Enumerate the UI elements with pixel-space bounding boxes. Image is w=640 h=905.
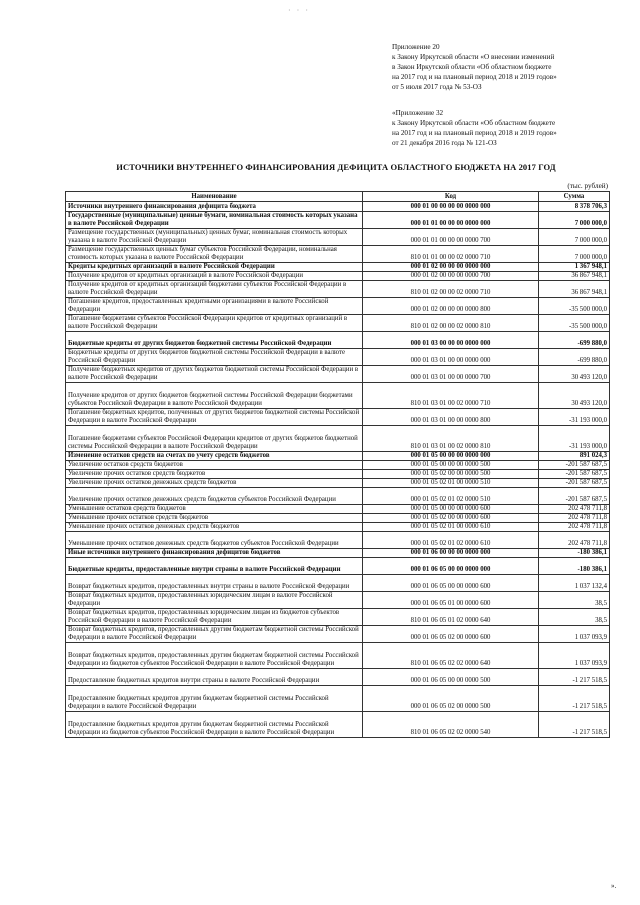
row-code-cell: 000 01 06 05 01 00 0000 600 — [363, 592, 539, 609]
row-code-cell: 000 01 05 02 00 00 0000 600 — [363, 514, 539, 523]
row-code-cell: 810 01 06 05 02 02 0000 640 — [363, 643, 539, 669]
scan-marks: · · · — [288, 6, 310, 15]
row-sum-cell: -1 217 518,5 — [539, 686, 610, 712]
financing-sources-table — [65, 191, 610, 738]
table-row — [66, 479, 610, 488]
row-code-cell: 000 01 05 00 00 00 0000 000 — [363, 452, 539, 461]
row-sum-cell: 36 867 948,1 — [539, 281, 610, 298]
annex-line: от 5 июля 2017 года № 53-ОЗ — [392, 83, 482, 91]
row-name-cell: Государственные (муниципальные) ценные бумаги, номинальная стоимость которых указана в валюте Российской Федерации — [66, 212, 363, 229]
row-name-cell: Получение кредитов от кредитных организаций в валюте Российской Федерации — [66, 272, 363, 281]
annex-line: Приложение 20 — [392, 43, 440, 51]
table-row — [66, 263, 610, 272]
annex-original-block — [392, 108, 632, 148]
table-row — [66, 461, 610, 470]
row-code-cell: 000 01 01 00 00 00 0000 000 — [363, 212, 539, 229]
document-title: ИСТОЧНИКИ ВНУТРЕННЕГО ФИНАНСИРОВАНИЯ ДЕФИЦИТА ОБЛАСТНОГО БЮДЖЕТА НА 2017 ГОД — [116, 162, 556, 172]
annex-line: на 2017 год и на плановый период 2018 и 2019 годов» — [392, 129, 557, 137]
annex-line: к Закону Иркутской области «Об областном бюджете — [392, 119, 556, 127]
row-sum-cell: -201 587 687,5 — [539, 488, 610, 505]
row-code-cell: 000 01 02 00 00 00 0000 800 — [363, 298, 539, 315]
table-body — [66, 202, 610, 738]
annex-line: в Закон Иркутской области «Об областном бюджете — [392, 63, 552, 71]
units-label: (тыс. рублей) — [567, 182, 608, 190]
table-row — [66, 452, 610, 461]
row-name-cell: Возврат бюджетных кредитов, предоставленных другим бюджетам бюджетной системы Российской Федерации из бюджетов субъектов Российской Федерации в валюте Российской Федерации — [66, 643, 363, 669]
row-code-cell: 810 01 06 05 01 02 0000 640 — [363, 609, 539, 626]
row-code-cell: 000 01 01 00 00 00 0000 700 — [363, 229, 539, 246]
table-row — [66, 626, 610, 643]
row-code-cell: 000 01 06 00 00 00 0000 000 — [363, 549, 539, 558]
table-row — [66, 212, 610, 229]
row-name-cell: Погашение бюджетами субъектов Российской Федерации кредитов от кредитных организаций в валюте Российской Федерации — [66, 315, 363, 332]
row-code-cell: 000 01 06 05 02 00 0000 500 — [363, 686, 539, 712]
table-row — [66, 298, 610, 315]
row-name-cell: Уменьшение прочих остатков средств бюджетов — [66, 514, 363, 523]
row-sum-cell: -35 500 000,0 — [539, 298, 610, 315]
row-sum-cell: 1 367 948,1 — [539, 263, 610, 272]
row-name-cell: Уменьшение прочих остатков денежных средств бюджетов — [66, 523, 363, 532]
row-name-cell: Увеличение прочих остатков денежных средств бюджетов — [66, 479, 363, 488]
row-sum-cell: 38,5 — [539, 592, 610, 609]
table-row — [66, 558, 610, 575]
table-row — [66, 523, 610, 532]
row-name-cell: Предоставление бюджетных кредитов внутри страны в валюте Российской Федерации — [66, 669, 363, 686]
row-name-cell: Бюджетные кредиты от других бюджетов бюджетной системы Российской Федерации — [66, 332, 363, 349]
row-name-cell: Возврат бюджетных кредитов, предоставленных юридическим лицам в валюте Российской Федерации — [66, 592, 363, 609]
row-sum-cell: 7 000 000,0 — [539, 212, 610, 229]
row-sum-cell: -35 500 000,0 — [539, 315, 610, 332]
row-sum-cell: -201 587 687,5 — [539, 479, 610, 488]
row-sum-cell: 202 478 711,8 — [539, 523, 610, 532]
row-name-cell: Кредиты кредитных организаций в валюте Российской Федерации — [66, 263, 363, 272]
table-row — [66, 609, 610, 626]
table-row — [66, 532, 610, 549]
row-sum-cell: 7 000 000,0 — [539, 229, 610, 246]
row-code-cell: 000 01 05 00 00 00 0000 600 — [363, 505, 539, 514]
table-header-row — [66, 192, 610, 202]
row-code-cell: 000 01 06 05 02 00 0000 600 — [363, 626, 539, 643]
row-name-cell: Бюджетные кредиты, предоставленные внутри страны в валюте Российской Федерации — [66, 558, 363, 575]
row-code-cell: 000 01 02 00 00 00 0000 700 — [363, 272, 539, 281]
row-name-cell: Уменьшение прочих остатков денежных средств бюджетов субъектов Российской Федерации — [66, 532, 363, 549]
row-code-cell: 000 01 00 00 00 00 0000 000 — [363, 202, 539, 212]
column-header-code: Код — [363, 192, 539, 202]
table-row — [66, 246, 610, 263]
row-code-cell: 000 01 03 01 00 00 0000 000 — [363, 349, 539, 366]
row-code-cell: 000 01 05 02 00 00 0000 500 — [363, 470, 539, 479]
row-sum-cell: 1 037 093,9 — [539, 643, 610, 669]
row-name-cell: Иные источники внутреннего финансирования дефицитов бюджетов — [66, 549, 363, 558]
row-sum-cell: -201 587 687,5 — [539, 470, 610, 479]
row-name-cell: Получение бюджетных кредитов от других бюджетов бюджетной системы Российской Федерации в валюте Российской Федерации — [66, 366, 363, 383]
row-sum-cell: 202 478 711,8 — [539, 514, 610, 523]
row-name-cell: Погашение кредитов, предоставленных кредитными организациями в валюте Российской Федерации — [66, 298, 363, 315]
table-row — [66, 575, 610, 592]
row-code-cell: 000 01 05 02 01 02 0000 610 — [363, 532, 539, 549]
row-sum-cell: -699 880,0 — [539, 349, 610, 366]
row-name-cell: Возврат бюджетных кредитов, предоставленных юридическим лицам из бюджетов субъектов Российской Федерации в валюте Российской Федерации — [66, 609, 363, 626]
row-sum-cell: -180 386,1 — [539, 549, 610, 558]
row-name-cell: Источники внутреннего финансирования дефицита бюджета — [66, 202, 363, 212]
row-sum-cell: -699 880,0 — [539, 332, 610, 349]
table-row — [66, 281, 610, 298]
table-row — [66, 426, 610, 452]
row-name-cell: Изменение остатков средств на счетах по учету средств бюджетов — [66, 452, 363, 461]
row-sum-cell: 202 478 711,8 — [539, 505, 610, 514]
row-sum-cell: -201 587 687,5 — [539, 461, 610, 470]
row-name-cell: Погашение бюджетами субъектов Российской Федерации кредитов от других бюджетов бюджетной системы Российской Федерации в валюте Российской Федерации — [66, 426, 363, 452]
table-row — [66, 643, 610, 669]
row-code-cell: 000 01 06 05 00 00 0000 000 — [363, 558, 539, 575]
row-name-cell: Бюджетные кредиты от других бюджетов бюджетной системы Российской Федерации в валюте Российской Федерации — [66, 349, 363, 366]
row-name-cell: Погашение бюджетных кредитов, полученных от других бюджетов бюджетной системы Российской Федерации в валюте Российской Федерации — [66, 409, 363, 426]
row-code-cell: 000 01 05 02 01 00 0000 510 — [363, 479, 539, 488]
row-name-cell: Размещение государственных (муниципальных) ценных бумаг, номинальная стоимость которых указана в валюте Российской Федерации — [66, 229, 363, 246]
row-name-cell: Увеличение остатков средств бюджетов — [66, 461, 363, 470]
table-row — [66, 686, 610, 712]
row-code-cell: 000 01 06 05 00 00 0000 500 — [363, 669, 539, 686]
row-code-cell: 810 01 02 00 00 02 0000 810 — [363, 315, 539, 332]
row-sum-cell: 1 037 132,4 — [539, 575, 610, 592]
table-row — [66, 549, 610, 558]
row-sum-cell: 1 037 093,9 — [539, 626, 610, 643]
row-sum-cell: -1 217 518,5 — [539, 712, 610, 738]
row-sum-cell: 30 493 120,0 — [539, 383, 610, 409]
annex-line: к Закону Иркутской области «О внесении изменений — [392, 53, 555, 61]
row-code-cell: 810 01 03 01 00 02 0000 810 — [363, 426, 539, 452]
row-sum-cell: 7 000 000,0 — [539, 246, 610, 263]
table-row — [66, 488, 610, 505]
table-row — [66, 349, 610, 366]
closing-quote-mark: ». — [611, 882, 617, 890]
row-code-cell: 810 01 03 01 00 02 0000 710 — [363, 383, 539, 409]
row-name-cell: Размещение государственных ценных бумаг субъектов Российской Федерации, номинальная стоимость которых указана в валюте Российской Федерации — [66, 246, 363, 263]
column-header-sum: Сумма — [539, 192, 610, 202]
row-name-cell: Возврат бюджетных кредитов, предоставленных внутри страны в валюте Российской Федерации — [66, 575, 363, 592]
row-code-cell: 810 01 06 05 02 02 0000 540 — [363, 712, 539, 738]
table-row — [66, 505, 610, 514]
row-sum-cell: 8 378 706,3 — [539, 202, 610, 212]
row-sum-cell: 891 024,3 — [539, 452, 610, 461]
column-header-name: Наименование — [66, 192, 363, 202]
row-name-cell: Уменьшение остатков средств бюджетов — [66, 505, 363, 514]
table-row — [66, 383, 610, 409]
row-code-cell: 000 01 05 00 00 00 0000 500 — [363, 461, 539, 470]
row-code-cell: 000 01 05 02 01 00 0000 610 — [363, 523, 539, 532]
row-code-cell: 000 01 03 01 00 00 0000 800 — [363, 409, 539, 426]
annex-current-block — [392, 42, 632, 92]
row-name-cell: Получение кредитов от других бюджетов бюджетной системы Российской Федерации бюджетами субъектов Российской Федерации в валюте Российской Федерации — [66, 383, 363, 409]
table-row — [66, 315, 610, 332]
table-row — [66, 592, 610, 609]
table-row — [66, 470, 610, 479]
annex-line: «Приложение 32 — [392, 109, 444, 117]
row-sum-cell: -180 386,1 — [539, 558, 610, 575]
row-code-cell: 000 01 02 00 00 00 0000 000 — [363, 263, 539, 272]
row-sum-cell: -1 217 518,5 — [539, 669, 610, 686]
table-row — [66, 202, 610, 212]
row-sum-cell: 38,5 — [539, 609, 610, 626]
row-sum-cell: 30 493 120,0 — [539, 366, 610, 383]
row-sum-cell: -31 193 000,0 — [539, 426, 610, 452]
row-sum-cell: 202 478 711,8 — [539, 532, 610, 549]
row-name-cell: Увеличение прочих остатков денежных средств бюджетов субъектов Российской Федерации — [66, 488, 363, 505]
row-code-cell: 000 01 03 01 00 00 0000 700 — [363, 366, 539, 383]
row-name-cell: Возврат бюджетных кредитов, предоставленных другим бюджетам бюджетной системы Российской Федерации в валюте Российской Федерации — [66, 626, 363, 643]
annex-line: от 21 декабря 2016 года № 121-ОЗ — [392, 139, 497, 147]
row-code-cell: 810 01 02 00 00 02 0000 710 — [363, 281, 539, 298]
annex-line: на 2017 год и на плановый период 2018 и 2019 годов» — [392, 73, 557, 81]
row-sum-cell: 36 867 948,1 — [539, 272, 610, 281]
table-row — [66, 712, 610, 738]
table-row — [66, 514, 610, 523]
row-name-cell: Предоставление бюджетных кредитов другим бюджетам бюджетной системы Российской Федерации из бюджетов субъектов Российской Федерации в валюте Российской Федерации — [66, 712, 363, 738]
table-row — [66, 669, 610, 686]
table-row — [66, 332, 610, 349]
row-name-cell: Предоставление бюджетных кредитов другим бюджетам бюджетной системы Российской Федерации в валюте Российской Федерации — [66, 686, 363, 712]
table-row — [66, 409, 610, 426]
row-code-cell: 810 01 01 00 00 02 0000 710 — [363, 246, 539, 263]
row-code-cell: 000 01 06 05 00 00 0000 600 — [363, 575, 539, 592]
table-row — [66, 366, 610, 383]
row-name-cell: Увеличение прочих остатков средств бюджетов — [66, 470, 363, 479]
table-row — [66, 272, 610, 281]
row-code-cell: 000 01 03 00 00 00 0000 000 — [363, 332, 539, 349]
row-name-cell: Получение кредитов от кредитных организаций бюджетами субъектов Российской Федерации в валюте Российской Федерации — [66, 281, 363, 298]
row-sum-cell: -31 193 000,0 — [539, 409, 610, 426]
table-row — [66, 229, 610, 246]
row-code-cell: 000 01 05 02 01 02 0000 510 — [363, 488, 539, 505]
